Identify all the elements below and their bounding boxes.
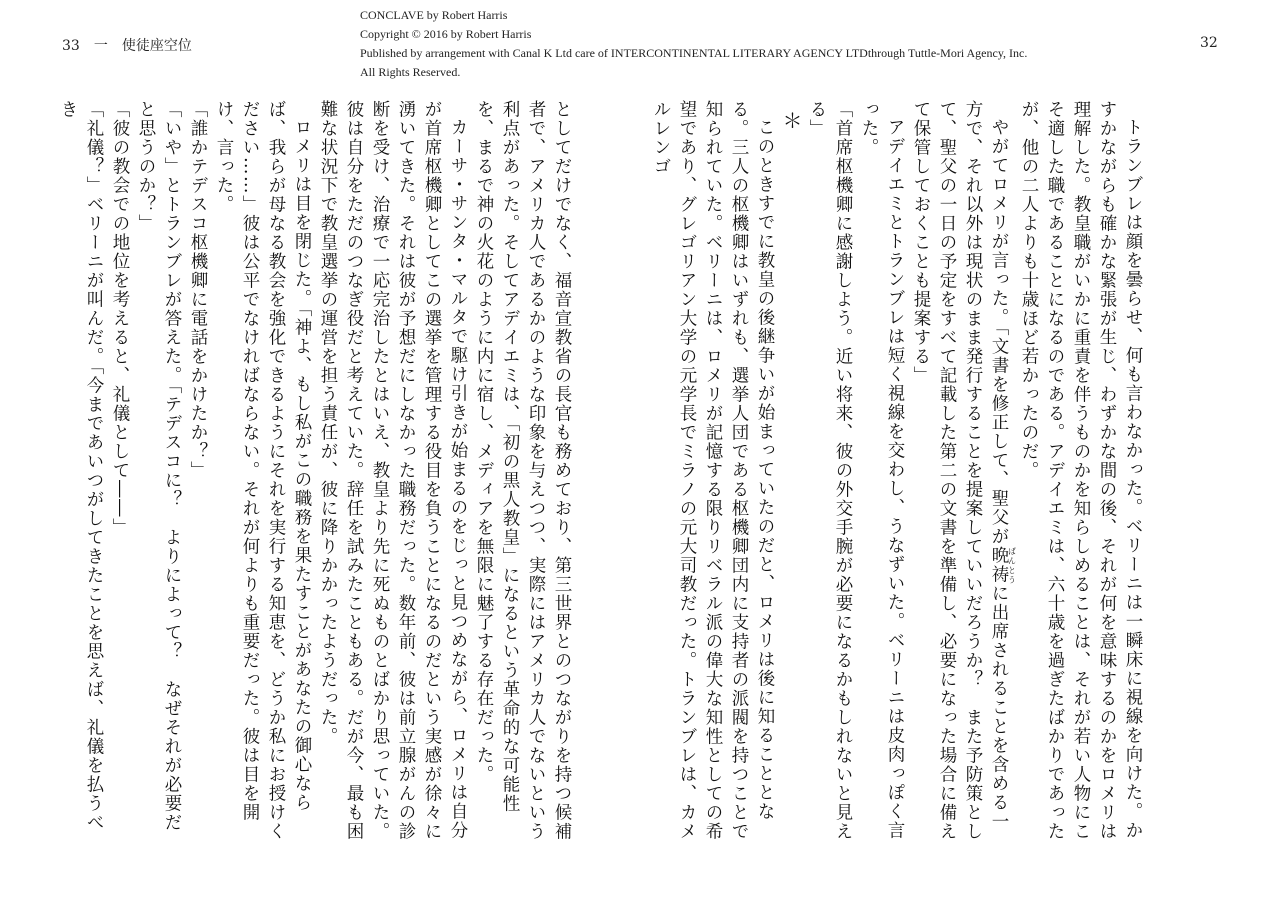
text-span: やがてロメリが言った。「文書を修正して、聖父が [989,117,1009,546]
left-page-body [60,100,575,845]
dialogue-line: 「いや」とトランブレが答えた。「テデスコに？ よりによって？ なぜそれが必要だと思うのか？」 [136,100,182,833]
paragraph: カーサ・サンタ・マルタで駆け引きが始まるのをじっと見つめながら、ロメリは自分が首席枢機卿としてこの選挙を管理する役目を負うことになるのだという実感が徐々に湧いてきた。それは彼が予想だにしなかった職務だった。数年前、彼は前立腺がんの診断を受け、治療で一応完治したとはいえ、教皇より先に死ぬものとばかり思っていた。彼は自分をただのつなぎ役だと考えていた。辞任を試みたこともある。だが今、最も困難な状況下で教皇選挙の運営を担う責任が、彼に降りかかったようだった。 [318,100,468,841]
dialogue-line: 「誰かテデスコ枢機卿に電話をかけたか？」 [188,100,208,480]
paragraph: このときすでに教皇の後継争いが始まっていたのだと、ロメリは後に知ることとなる。三人の枢機卿はいずれも、選挙人団である枢機卿団内に支持者の派閥を持つことで知られていた。ベリーニは、ロメリが記憶する限りリベラル派の偉大な知性としての希望であり、グレゴリアン大学の元学長でミラノの元大司教だった。トランブレは、カメルレンゴ [651,100,775,841]
publisher-line: Published by arrangement with Canal K Ltd care of INTERCONTINENTAL LITERARY AGENCY LTDthrough Tuttle-Mori Agency, Inc. [360,46,1028,60]
dialogue-line: 「首席枢機卿に感謝しよう。近い将来、彼の外交手腕が必要になるかもしれないと見える」 [807,100,853,841]
paragraph: アデイエミとトランブレは短く視線を交わし、うなずいた。ベリーニは皮肉っぽく言った。 [859,100,905,840]
paragraph-continued: としてだけでなく、福音宣教省の長官も務めており、第三世界とのつながりを持つ候補者で、アメリカ人であるかのような印象を与えつつ、実際にはアメリカ人でないという利点があった。そしてアデイエミは、「初の黒人教皇」になるという革命的な可能性を、まるで神の火花のように内に宿し、メディアを無限に魅了する存在だった。 [474,100,572,841]
text-span: に出席されることを含める一方で、それ以外は現状のまま発行することを提案していいだろうか？ また予防策として、聖父の一日の予定をすべて記載した第二の文書を準備し、必要になった場合に備えて保管しておくことも提案する」 [911,100,1009,841]
paragraph: ロメリは目を閉じた。「神よ、もし私がこの職務を果たすことがあなたの御心ならば、我らが母なる教会を強化できるようにそれを実行する知恵を、どうか私にお授けください……」彼は公平でなければならない。それが何よりも重要だった。彼は目を開け、言った。 [214,100,312,841]
page-number-left: 33 一 使徒座空位 [62,38,192,54]
copyright-line: Copyright © 2016 by Robert Harris [360,27,532,41]
paragraph: トランブレは顔を曇らせ、何も言わなかった。ベリーニは一瞬床に視線を向けた。かすかながらも確かな緊張が生じ、わずかな間の後、それが何を意味するのかをロメリは理解した。教皇職がいかに重責を伴うものかを知らしめることは、それが若い人物にこそ適した職であることになるのである。アデイエミは、六十歳を過ぎたばかりであったが、他の二人よりも十歳ほど若かったのだ。 [1019,100,1143,841]
dialogue-line: 「礼儀？」ベリーニが叫んだ。「今まであいつがしてきたことを思えば、礼儀を払うべき [58,100,104,833]
copyright-title: CONCLAVE by Robert Harris [360,8,508,22]
right-page-body [651,100,1146,845]
dialogue-line: 「彼の教会での地位を考えると、礼儀として――」 [110,100,130,537]
section-separator: ＊ [779,110,803,132]
rights-line: All Rights Reserved. [360,65,461,79]
ruby-annotation [989,545,1017,584]
ruby-reading: ばんとう [1007,545,1017,584]
copyright-notice [360,6,1080,82]
paragraph [908,100,1016,845]
ruby-base: 晩祷 [989,545,1009,584]
page-number-right: 32 [1200,35,1218,51]
